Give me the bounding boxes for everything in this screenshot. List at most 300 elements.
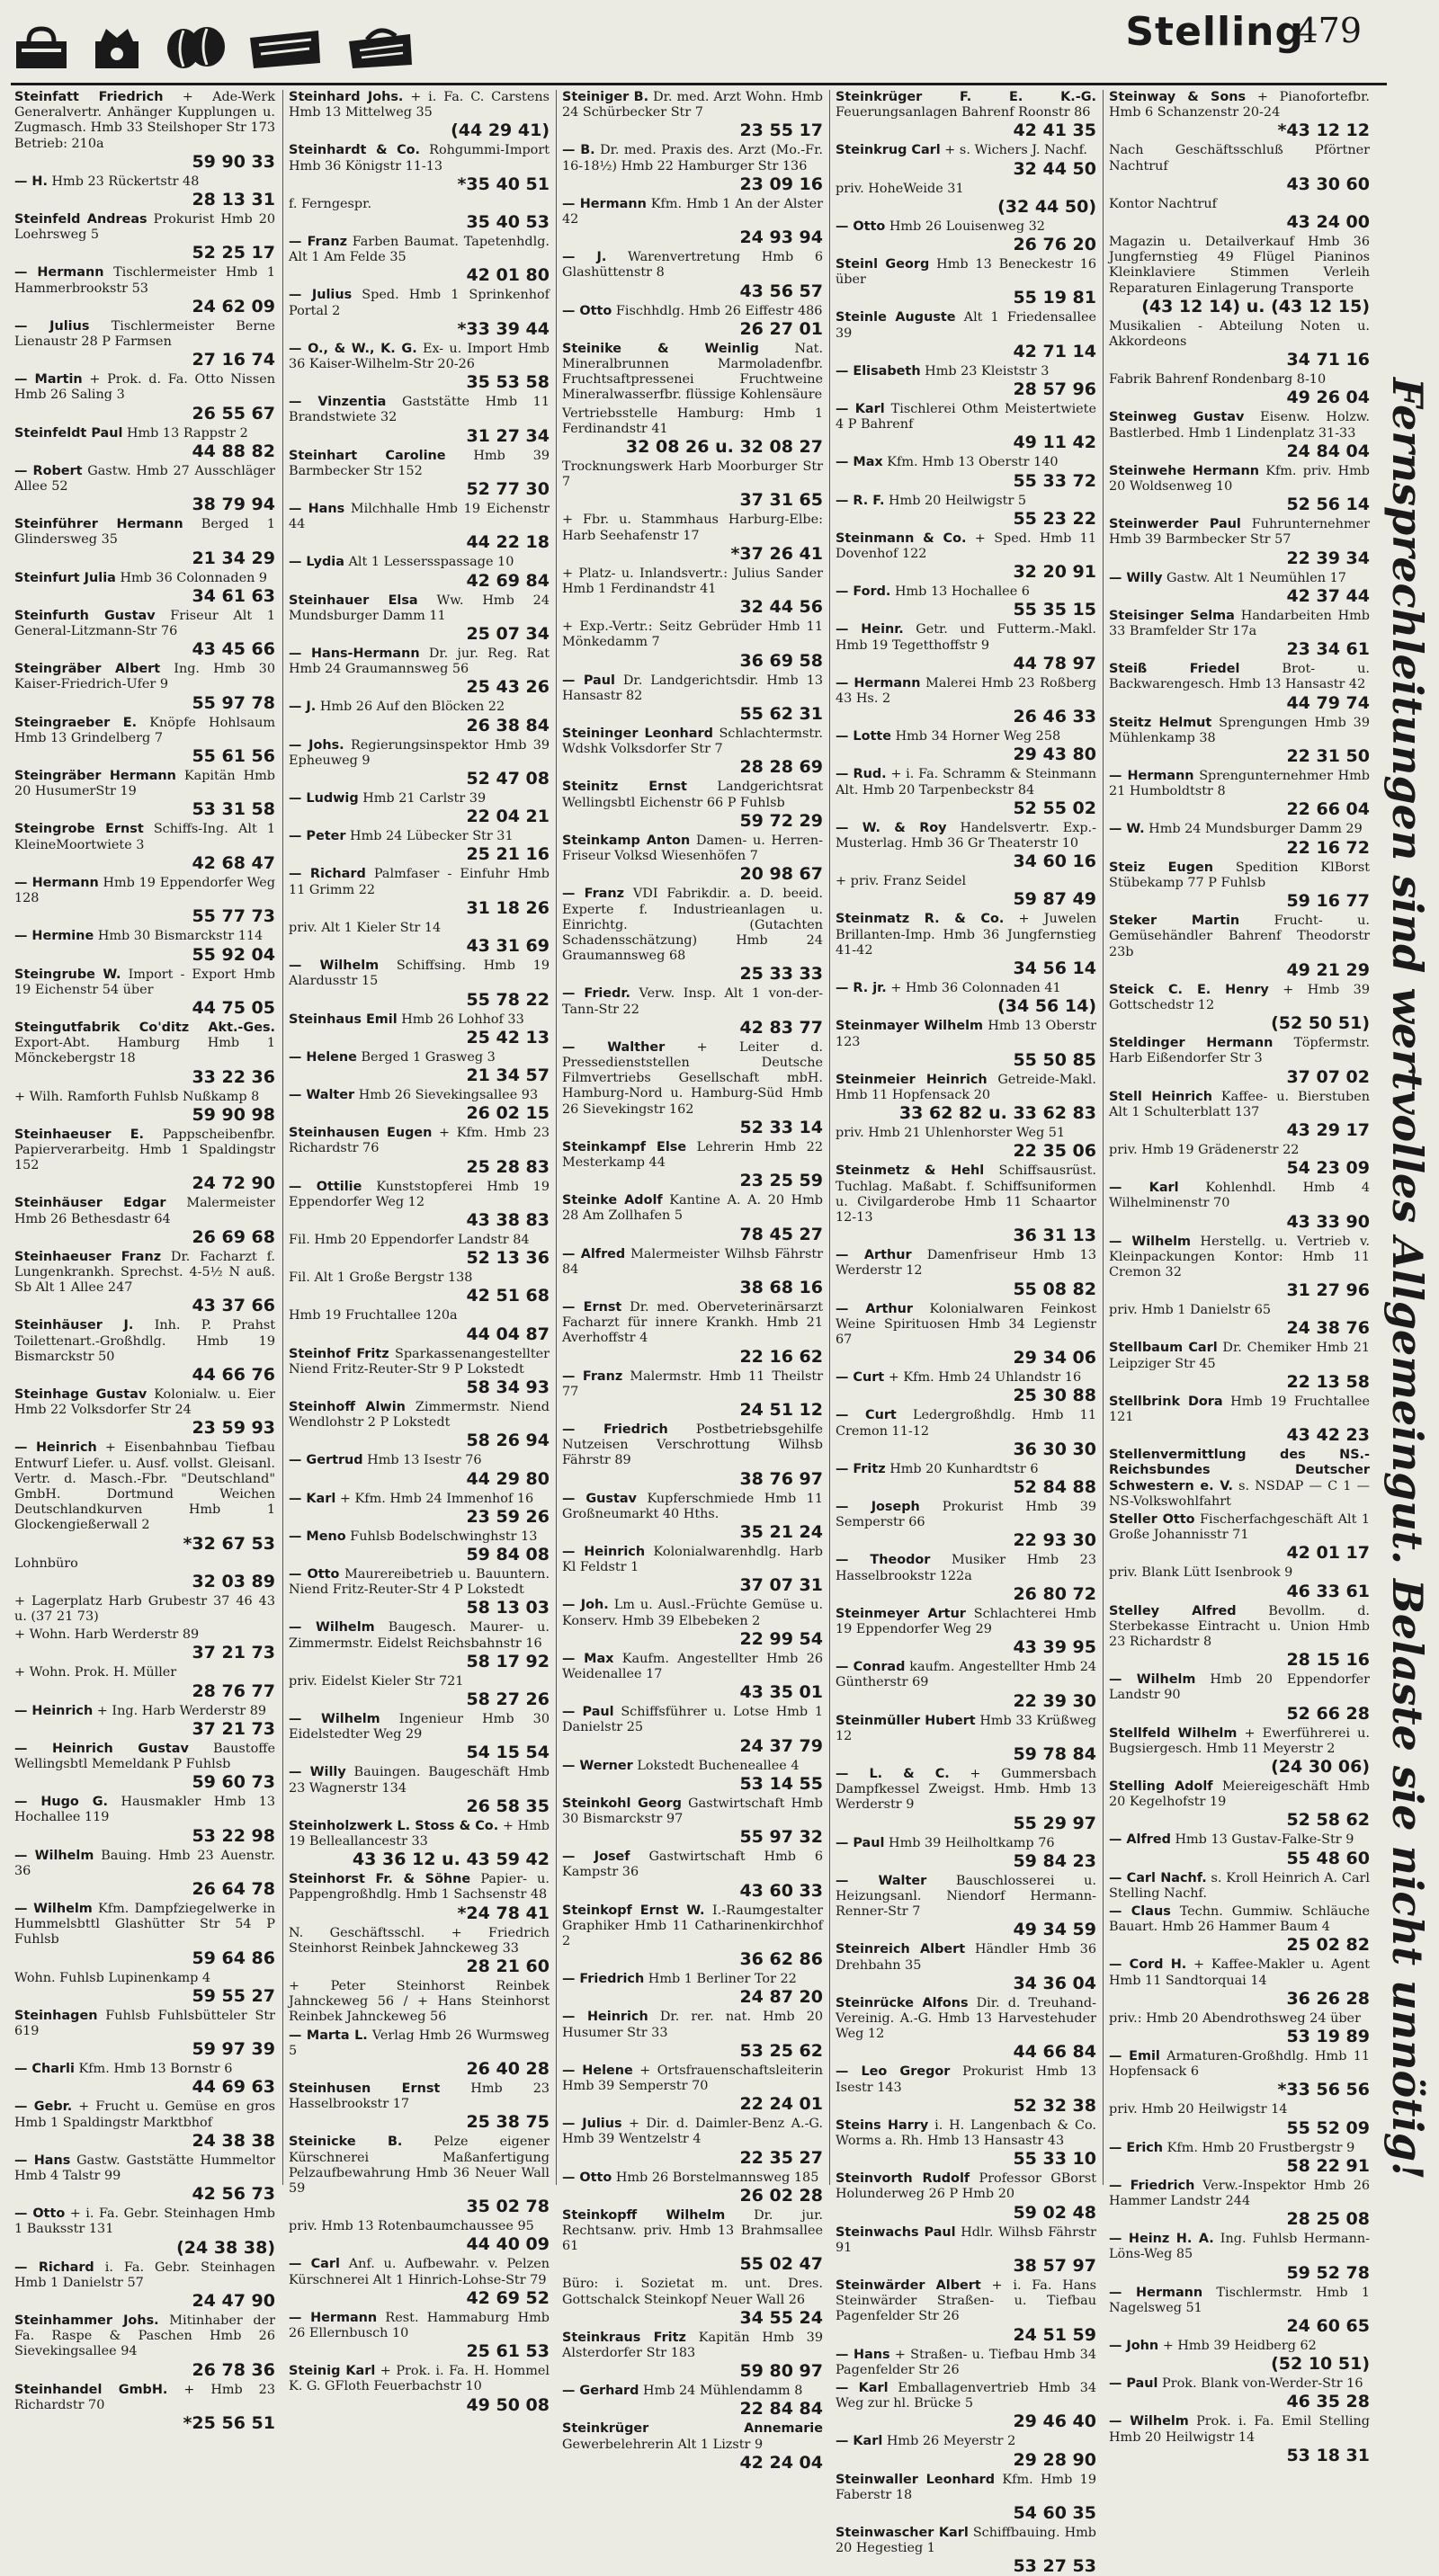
entry-name: — Heinrich xyxy=(14,1440,97,1456)
phone-number: 22 39 34 xyxy=(1286,548,1370,568)
directory-entry xyxy=(14,716,275,766)
entry-name: Steinholzwerk L. Stoss & Co. xyxy=(289,1818,499,1833)
entry-name: — Heinrich Gustav xyxy=(14,1741,189,1756)
entry-details: Kapitän Hmb 20 HusumerStr 19 xyxy=(14,769,275,799)
entry-name: Stelley Alfred xyxy=(1109,1603,1237,1618)
entry-name: — Gerhard xyxy=(562,2384,639,2399)
entry-details: Kaufm. Angestellter Hmb 26 Weidenallee 17 xyxy=(562,1651,824,1681)
phone-number: 44 29 80 xyxy=(466,1468,550,1489)
entry-details: + Peter Steinhorst Reinbek Jahnckeweg 56 / + Hans Steinhorst Reinbek Jahnckeweg 56 xyxy=(289,1979,550,2025)
entry-name: — Werner xyxy=(562,1758,633,1773)
advertiser-logos xyxy=(13,23,416,70)
entry-name: Steinwärder Albert xyxy=(836,2278,981,2294)
phone-number: 38 79 94 xyxy=(192,495,275,515)
entry-name: Steinweg Gustav xyxy=(1109,410,1245,425)
directory-entry xyxy=(562,566,823,617)
phone-number: 43 24 00 xyxy=(1286,212,1370,233)
directory-entry xyxy=(1109,464,1370,514)
directory-entry xyxy=(14,1440,275,1553)
directory-entry xyxy=(562,1903,823,1970)
entry-details: Ww. Hmb 24 Mundsburger Damm 11 xyxy=(289,593,550,623)
entry-details: Kapitän Hmb 39 Alsterdorfer Str 183 xyxy=(562,2330,823,2361)
directory-entry xyxy=(14,876,275,926)
entry-details: Dr. Facharzt f. Lungenkrankh. Sprechst. 4-5½ N auß. Sb Alt 1 Allee 247 xyxy=(14,1249,275,1296)
phone-number: 24 51 12 xyxy=(739,1399,823,1420)
directory-entry xyxy=(1109,1036,1370,1086)
entry-details: Hmb 13 Isestr 76 xyxy=(367,1453,482,1468)
entry-details: priv.: Hmb 20 Abendrothsweg 24 über xyxy=(1109,2010,1361,2026)
entry-details: Feuerungsanlagen Bahrenf Roonstr 86 xyxy=(836,105,1091,120)
directory-entry xyxy=(14,662,275,712)
entry-details: Wohn. Fuhlsb Lupinenkamp 4 xyxy=(14,1970,211,1985)
entry-name: — Richard xyxy=(289,867,366,882)
entry-name: — Hans xyxy=(289,502,345,517)
entry-details: Musiker Hmb 23 Hasselbrookstr 122a xyxy=(836,1553,1096,1583)
directory-entry xyxy=(836,676,1096,726)
entry-details: Malerei Hmb 23 Roßberg 43 Hs. 2 xyxy=(836,675,1097,707)
directory-entry xyxy=(14,2153,275,2204)
directory-entry xyxy=(14,929,275,964)
entry-details: Farben Baumat. Tapetenhdlg. Alt 1 Am Felde 35 xyxy=(289,235,550,265)
entry-name: Steinhagen xyxy=(14,2008,98,2023)
entry-details: Kolonialw. u. Eier Hmb 22 Volksdorfer Str 24 xyxy=(14,1386,276,1418)
phone-number: 29 28 90 xyxy=(1013,2449,1096,2470)
entry-details: Kfm. Hmb 19 Faberstr 18 xyxy=(836,2472,1096,2502)
entry-details: + Ade-Werk Generalvertr. Anhänger Kupplungen u. Zugmasch. Hmb 33 Steilshoper Str 173 Betrieb: 210a xyxy=(14,90,276,151)
entry-details: Techn. Gummiw. Schläuche Bauart. Hmb 26 Hammer Baum 4 xyxy=(1109,1904,1371,1935)
entry-details: Hmb 13 Rappstr 2 xyxy=(126,425,248,441)
phone-number: (52 50 51) xyxy=(1271,1013,1370,1034)
phone-number: 22 24 01 xyxy=(739,2094,823,2115)
entry-name: Steinhausen Eugen xyxy=(289,1126,433,1141)
entry-name: Steinkohl Georg xyxy=(562,1796,682,1811)
entry-details: Büro: i. Sozietat m. unt. Dres. Gottschalck Steinkopf Neuer Wall 26 xyxy=(562,2277,823,2307)
directory-entry xyxy=(836,874,1096,909)
entry-details: Gastwirtschaft Hmb 6 Kampstr 36 xyxy=(562,1850,823,1880)
entry-details: Meiereigeschäft Hmb 20 Kegelhofstr 19 xyxy=(1109,1779,1370,1810)
entry-details: Kfm. Hmb 1 An der Alster 42 xyxy=(562,196,824,227)
entry-details: Hmb 33 Krüßweg 12 xyxy=(836,1713,1096,1743)
directory-entry xyxy=(1109,609,1370,659)
entry-details: Kfm. priv. Hmb 20 Woldsenweg 10 xyxy=(1109,463,1371,495)
phone-number: 44 22 18 xyxy=(466,532,550,553)
entry-name: — Walter xyxy=(289,1087,355,1102)
entry-name: Steinhammer Johs. xyxy=(14,2313,159,2329)
entry-details: + Straßen- u. Tiefbau Hmb 34 Pagenfelder Str 26 xyxy=(836,2347,1096,2377)
entry-name: — Wilhelm xyxy=(14,1902,93,1917)
phone-number: 26 78 36 xyxy=(192,2359,275,2380)
entry-name: — Hans xyxy=(836,2347,890,2362)
phone-number: 25 43 26 xyxy=(466,677,550,698)
directory-entry xyxy=(836,1126,1096,1161)
entry-details: Baugesch. Maurer- u. Zimmermstr. Eidelst Reichsbahnstr 16 xyxy=(289,1620,550,1651)
directory-entry xyxy=(289,1126,550,1176)
entry-details: Zimmermstr. Niend Wendlohstr 2 P Lokstedt xyxy=(289,1399,550,1431)
directory-entry xyxy=(289,288,550,338)
entry-name: Steingraeber E. xyxy=(14,715,138,730)
entry-details: Milchhalle Hmb 19 Eichenstr 44 xyxy=(289,502,550,532)
entry-name: — Helene xyxy=(289,1049,357,1065)
entry-name: Steiz Eugen xyxy=(1109,860,1213,875)
directory-entry xyxy=(289,2364,550,2414)
entry-details: Kfm. Hmb 13 Oberstr 140 xyxy=(887,455,1059,470)
entry-details: I.-Raumgestalter Graphiker Hmb 11 Catharinenkirchhof 2 xyxy=(562,1903,823,1949)
entry-name: Steiniger B. xyxy=(562,90,649,104)
directory-entry xyxy=(289,1872,550,1922)
entry-name: Steinhage Gustav xyxy=(14,1386,147,1402)
entry-details: Ingenieur Hmb 30 Eidelstedter Weg 29 xyxy=(289,1711,550,1743)
entry-name: — Hans-Hermann xyxy=(289,646,420,662)
directory-entry xyxy=(1109,2011,1370,2046)
entry-details: Hmb 20 Eppendorfer Landstr 90 xyxy=(1109,1672,1371,1703)
entry-name: Steinhard Johs. xyxy=(289,90,404,104)
shopping-bag-icon xyxy=(13,27,70,70)
entry-name: Stell Heinrich xyxy=(1109,1089,1212,1104)
directory-entry xyxy=(562,1247,823,1297)
entry-name: — Wilhelm xyxy=(1109,2414,1189,2429)
entry-name: Steinway & Sons xyxy=(1109,90,1247,104)
entry-details: Gastwirtschaft Hmb 30 Bismarckstr 97 xyxy=(562,1796,824,1827)
entry-details: Lm u. Ausl.-Früchte Gemüse u. Konserv. Hmb 39 Elbebeken 2 xyxy=(562,1598,824,1628)
entry-name: Steinfatt Friedrich xyxy=(14,90,164,104)
entry-details: Papier- u. Pappengroßhdlg. Hmb 1 Sachsenstr 48 xyxy=(289,1872,550,1903)
entry-details: Friseur Alt 1 General-Litzmann-Str 76 xyxy=(14,608,275,639)
phone-number: 26 76 20 xyxy=(1013,235,1096,255)
phone-number: 55 02 47 xyxy=(739,2254,823,2275)
phone-number: 23 55 17 xyxy=(739,120,823,141)
entry-details: Sped. Hmb 1 Sprinkenhof Portal 2 xyxy=(289,288,550,318)
entry-details: Hmb 21 Carlstr 39 xyxy=(362,791,487,807)
entry-details: Malermeister Wilhsb Fährstr 84 xyxy=(562,1246,824,1277)
phone-number: 36 26 28 xyxy=(1286,1988,1370,2009)
entry-name: Steinkopf Ernst W. xyxy=(562,1903,705,1918)
directory-entry xyxy=(836,494,1096,529)
entry-details: Hmb 24 Mundsburger Damm 29 xyxy=(1149,822,1363,837)
directory-entry xyxy=(562,513,823,563)
directory-entry xyxy=(836,1714,1096,1764)
phone-number: 32 20 91 xyxy=(1013,562,1096,583)
entry-name: — Ottilie xyxy=(289,1179,362,1194)
entry-name: Steingräber Albert xyxy=(14,662,161,677)
phone-number: 43 31 69 xyxy=(466,936,550,957)
entry-name: Steinreich Albert xyxy=(836,1942,966,1957)
phone-number: 59 84 23 xyxy=(1013,1850,1096,1871)
phone-number: 53 27 53 xyxy=(1013,2556,1096,2576)
directory-entry xyxy=(562,1140,823,1190)
entry-details: + i. Fa. Gebr. Steinhagen Hmb 1 Bauksstr 131 xyxy=(14,2206,276,2237)
entry-details: Inh. P. Prahst Toilettenart.-Großhdlg. Hmb 19 Bismarckstr 50 xyxy=(14,1318,276,1364)
entry-name: — Joh. xyxy=(562,1598,609,1613)
directory-entry xyxy=(289,1819,550,1869)
phone-number: 43 37 66 xyxy=(192,1296,275,1316)
directory-entry xyxy=(14,1665,275,1700)
directory-entry xyxy=(1109,410,1370,460)
directory-entry xyxy=(562,1300,823,1367)
entry-details: Hmb 26 Sievekingsallee 93 xyxy=(358,1087,539,1102)
phone-number: 49 21 29 xyxy=(1286,959,1370,980)
phone-number: 55 97 32 xyxy=(739,1827,823,1848)
entry-details: Kantine A. A. 20 Hmb 28 Am Zollhafen 5 xyxy=(562,1193,824,1224)
directory-entry xyxy=(14,174,275,209)
phone-number: 22 99 54 xyxy=(739,1628,823,1649)
entry-details: Hmb 24 Mühlendamm 8 xyxy=(643,2384,803,2399)
entry-name: Steinhaeuser Franz xyxy=(14,1249,162,1264)
entry-details: Hmb 1 Berliner Tor 22 xyxy=(648,1972,797,1987)
directory-entry xyxy=(289,1233,550,1268)
entry-details: s. Kroll Heinrich A. Carl Stelling Nachf. xyxy=(1109,1870,1371,1901)
entry-name: — Karl xyxy=(289,1491,336,1506)
entry-name: Steldinger Hermann xyxy=(1109,1036,1274,1051)
phone-number: 31 18 26 xyxy=(466,897,550,918)
entry-details: Prokurist Hmb 20 Loehrsweg 5 xyxy=(14,212,276,243)
directory-entry xyxy=(1109,2049,1370,2099)
entry-name: — W. xyxy=(1109,822,1145,837)
phone-number: 27 16 74 xyxy=(192,350,275,370)
directory-entry xyxy=(562,1598,823,1648)
directory-entry xyxy=(562,197,823,247)
phone-number: 44 66 84 xyxy=(1013,2042,1096,2063)
directory-entry xyxy=(1109,1957,1370,2008)
entry-name: — Alfred xyxy=(562,1246,626,1261)
phone-number: 58 22 91 xyxy=(1286,2155,1370,2176)
phone-number: 43 35 01 xyxy=(739,1682,823,1703)
entry-details: Rest. Hammaburg Hmb 26 Ellernbusch 10 xyxy=(289,2310,550,2341)
entry-details: + Dir. d. Daimler-Benz A.-G. Hmb 39 Wentzelstr 4 xyxy=(562,2117,823,2147)
handbag-icon xyxy=(344,23,416,70)
entry-details: Gastw. Hmb 27 Ausschläger Allee 52 xyxy=(14,463,276,495)
phone-number: 58 27 26 xyxy=(466,1689,550,1709)
entry-details: Tischlermeister Berne Lienaustr 28 P Farmsen xyxy=(14,318,275,350)
phone-number: 22 35 27 xyxy=(739,2147,823,2168)
entry-name: Steinitz Ernst xyxy=(562,780,687,795)
entry-name: — Ludwig xyxy=(289,791,359,807)
entry-details: N. Geschäftsschl. + Friedrich Steinhorst Reinbek Jahnckeweg 33 xyxy=(289,1925,550,1956)
phone-number: 55 77 73 xyxy=(192,906,275,927)
entry-details: Dir. d. Treuhand-Vereinig. A.-G. Hmb 13 Harvestehuder Weg 12 xyxy=(836,1995,1096,2042)
entry-details: Hmb 36 Colonnaden 9 xyxy=(120,570,268,585)
entry-details: Lokstedt Bucheneallee 4 xyxy=(637,1758,800,1773)
phone-number: 38 76 97 xyxy=(739,1468,823,1489)
entry-name: — Richard xyxy=(14,2260,94,2275)
phone-number: 55 92 04 xyxy=(192,944,275,965)
phone-number: 49 34 59 xyxy=(1013,1920,1096,1940)
directory-entry xyxy=(14,1627,275,1662)
directory-entry xyxy=(289,395,550,445)
directory-entry xyxy=(14,426,275,461)
phone-number: 55 52 09 xyxy=(1286,2117,1370,2138)
directory-entry xyxy=(836,219,1096,254)
directory-entry xyxy=(562,1705,823,1755)
entry-details: Fil. Hmb 20 Eppendorfer Landstr 84 xyxy=(289,1232,530,1247)
phone-number: 24 93 94 xyxy=(739,227,823,248)
directory-entry xyxy=(289,1050,550,1085)
directory-entry xyxy=(289,1180,550,1230)
directory-entry xyxy=(836,2526,1096,2576)
directory-entry xyxy=(1109,1303,1370,1338)
phone-number: 55 08 82 xyxy=(1013,1279,1096,1299)
directory-entry xyxy=(562,90,823,140)
entry-name: — Franz xyxy=(562,1368,623,1384)
entry-name: Steinkrüger Annemarie xyxy=(562,2421,823,2437)
entry-name: Steinrücke Alfons xyxy=(836,1995,969,2010)
directory-entry xyxy=(562,304,823,339)
entry-details: Sprengungen Hmb 39 Mühlenkamp 38 xyxy=(1109,715,1370,745)
phone-number: 37 07 31 xyxy=(739,1575,823,1596)
entry-details: + Wohn. Harb Werderstr 89 xyxy=(14,1627,200,1643)
directory-entry xyxy=(836,143,1096,178)
directory-entry xyxy=(562,2277,823,2327)
entry-details: Prokurist Hmb 39 Semperstr 66 xyxy=(836,1499,1097,1530)
entry-name: Steinfurth Gustav xyxy=(14,608,156,623)
phone-number: 43 33 90 xyxy=(1286,1211,1370,1232)
entry-details: Dr. Landgerichtsdir. Hmb 13 Hansastr 82 xyxy=(562,673,823,703)
phone-number: 59 72 29 xyxy=(739,810,823,831)
phone-number: 46 33 61 xyxy=(1286,1581,1370,1601)
directory-entry xyxy=(836,310,1096,361)
entry-details: Getr. und Futterm.-Makl. Hmb 19 Tegetthoffstr 9 xyxy=(836,622,1096,653)
entry-name: — Martin xyxy=(14,372,83,388)
directory-entry xyxy=(562,2010,823,2060)
phone-number: 26 40 28 xyxy=(466,2059,550,2080)
phone-number: 52 77 30 xyxy=(466,479,550,500)
entry-name: — Carl Nachf. xyxy=(1109,1870,1207,1885)
directory-entry xyxy=(1109,2141,1370,2176)
directory-entry xyxy=(289,143,550,193)
entry-details: Kfm. Hmb 13 Bornstr 6 xyxy=(78,2062,233,2077)
entry-details: Baustoffe Wellingsbtl Memeldank P Fuhlsb xyxy=(14,1741,275,1771)
directory-entry xyxy=(562,2208,823,2275)
phone-number: 25 02 82 xyxy=(1286,1935,1370,1956)
entry-details: Sprengunternehmer Hmb 21 Humboldtstr 8 xyxy=(1109,769,1370,799)
phone-number: 22 39 30 xyxy=(1013,1690,1096,1711)
phone-number: 35 02 78 xyxy=(466,2197,550,2217)
entry-name: Steinhorst Fr. & Söhne xyxy=(289,1872,471,1887)
directory-entry xyxy=(1109,2414,1370,2465)
directory-entry xyxy=(289,1400,550,1450)
entry-name: Steiß Friedel xyxy=(1109,662,1240,677)
phone-number: 35 21 24 xyxy=(739,1521,823,1542)
directory-entry xyxy=(1109,197,1370,232)
directory-entry xyxy=(1109,662,1370,712)
entry-name: Steins Harry xyxy=(836,2117,929,2133)
directory-entry xyxy=(836,1500,1096,1550)
entry-details: Emballagenvertrieb Hmb 34 Weg zur hl. Brücke 5 xyxy=(836,2381,1097,2411)
entry-name: — Julius xyxy=(289,288,353,303)
entry-name: — Wilhelm xyxy=(1109,1234,1192,1249)
entry-details: Professor GBorst Holunderweg 26 P Hmb 20 xyxy=(836,2171,1096,2202)
directory-entry xyxy=(14,2099,275,2150)
phone-number: *43 12 12 xyxy=(1277,120,1370,141)
directory-entry xyxy=(1109,1235,1370,1301)
phone-number: 55 23 22 xyxy=(1013,508,1096,529)
phone-number: 42 24 04 xyxy=(739,2452,823,2473)
entry-details: Palmfaser - Einfuhr Hmb 11 Grimm 22 xyxy=(289,867,550,897)
directory-entry xyxy=(562,1422,823,1489)
entry-name: — Friedr. xyxy=(562,986,630,1002)
entry-details: Bauschlosserei u. Heizungsanl. Niendorf Hermann-Renner-Str 7 xyxy=(836,1873,1097,1920)
directory-entry xyxy=(14,1849,275,1899)
phone-number: 59 90 33 xyxy=(192,151,275,172)
phone-number: 35 40 53 xyxy=(466,212,550,233)
directory-entry xyxy=(14,609,275,659)
entry-details: Kolonialwaren Feinkost Weine Spirituosen Hmb 34 Legienstr 67 xyxy=(836,1301,1096,1347)
phone-number: 59 84 08 xyxy=(466,1544,550,1564)
phone-number: 55 33 10 xyxy=(1013,2149,1096,2170)
directory-entry xyxy=(562,1972,823,2007)
entry-details: Hmb 20 Heilwigstr 5 xyxy=(889,493,1027,508)
directory-entry xyxy=(1109,235,1370,316)
entry-details: Hmb 19 Fruchtallee 121 xyxy=(1109,1394,1370,1424)
entry-name: — Hans xyxy=(14,2153,71,2168)
phone-number: 23 09 16 xyxy=(739,174,823,194)
entry-details: + Ewerführerei u. Bugsiergesch. Hmb 11 Meyerstr 2 xyxy=(1109,1725,1370,1756)
crown-bag-icon xyxy=(90,25,144,70)
phone-number: 34 60 16 xyxy=(1013,851,1096,872)
phone-number: 52 56 14 xyxy=(1286,495,1370,515)
entry-details: Malermeister Hmb 26 Bethesdastr 64 xyxy=(14,1196,275,1226)
directory-entry xyxy=(562,887,823,984)
directory-entry xyxy=(562,1796,823,1847)
phone-number: 22 31 50 xyxy=(1286,746,1370,767)
entry-name: Steinle Auguste xyxy=(836,310,956,325)
entry-name: — John xyxy=(1109,2339,1159,2354)
phone-number: 25 42 13 xyxy=(466,1027,550,1047)
entry-details: + Platz- u. Inlandsvertr.: Julius Sander Hmb 1 Ferdinandstr 41 xyxy=(562,566,823,597)
phone-number: 54 15 54 xyxy=(466,1743,550,1763)
phone-number: 34 36 04 xyxy=(1013,1973,1096,1993)
directory-entry xyxy=(14,372,275,423)
directory-entry xyxy=(1109,1090,1370,1140)
entry-details: Gastw. Gaststätte Hummeltor Hmb 4 Talstr 99 xyxy=(14,2153,275,2184)
phone-number: 52 33 14 xyxy=(739,1117,823,1137)
directory-entry xyxy=(836,1302,1096,1368)
phone-number: 29 43 80 xyxy=(1013,744,1096,765)
entry-name: — Hermann xyxy=(836,675,921,691)
phone-number: 33 22 36 xyxy=(192,1066,275,1087)
entry-name: Steisinger Selma xyxy=(1109,608,1235,623)
phone-number: 59 16 77 xyxy=(1286,891,1370,912)
directory-entry xyxy=(1109,90,1370,140)
entry-name: — Karl xyxy=(836,402,885,417)
entry-details: Postbetriebsgehilfe Nutzeisen Verschrottung Wilhsb Fährstr 89 xyxy=(562,1422,823,1468)
entry-details: + Pianofortefbr. Hmb 6 Schanzenstr 20-24 xyxy=(1109,90,1370,120)
entry-name: Steinhandel GmbH. xyxy=(14,2382,168,2397)
entry-details: Tischlermstr. Hmb 1 Nagelsweg 51 xyxy=(1109,2285,1371,2315)
entry-details: Pelze eigener Kürschnerei Maßanfertigung Pelzaufbewahrung Hmb 36 Neuer Wall 59 xyxy=(289,2135,550,2197)
entry-name: Steingrube W. xyxy=(14,967,121,982)
phone-number: 37 07 02 xyxy=(1286,1066,1370,1087)
entry-name: Steller Otto xyxy=(1109,1511,1195,1527)
entry-name: Steinmüller Hubert xyxy=(836,1713,976,1728)
entry-name: — Julius xyxy=(14,318,90,334)
entry-details: Alt 1 Friedensallee 39 xyxy=(836,310,1096,341)
directory-entry xyxy=(289,1765,550,1815)
entry-name: Steinmann & Co. xyxy=(836,530,967,546)
phone-number: 24 62 09 xyxy=(192,296,275,316)
entry-name: — Erich xyxy=(1109,2140,1164,2155)
phone-number: 55 48 60 xyxy=(1286,1848,1370,1868)
phone-number: 36 69 58 xyxy=(739,650,823,671)
phone-number: 53 22 98 xyxy=(192,1825,275,1846)
entry-details: Maurereibetrieb u. Bauuntern. Niend Fritz-Reuter-Str 4 P Lokstedt xyxy=(289,1566,550,1598)
entry-details: Hmb 23 Hasselbrookstr 17 xyxy=(289,2081,550,2112)
directory-entry xyxy=(289,1308,550,1343)
phone-number: 24 37 79 xyxy=(739,1735,823,1756)
directory-entry xyxy=(1109,1512,1370,1563)
directory-entry xyxy=(289,1492,550,1527)
entry-details: Export-Abt. Hamburg Hmb 1 Mönckebergstr 18 xyxy=(14,1036,275,1066)
directory-entry xyxy=(1109,571,1370,606)
